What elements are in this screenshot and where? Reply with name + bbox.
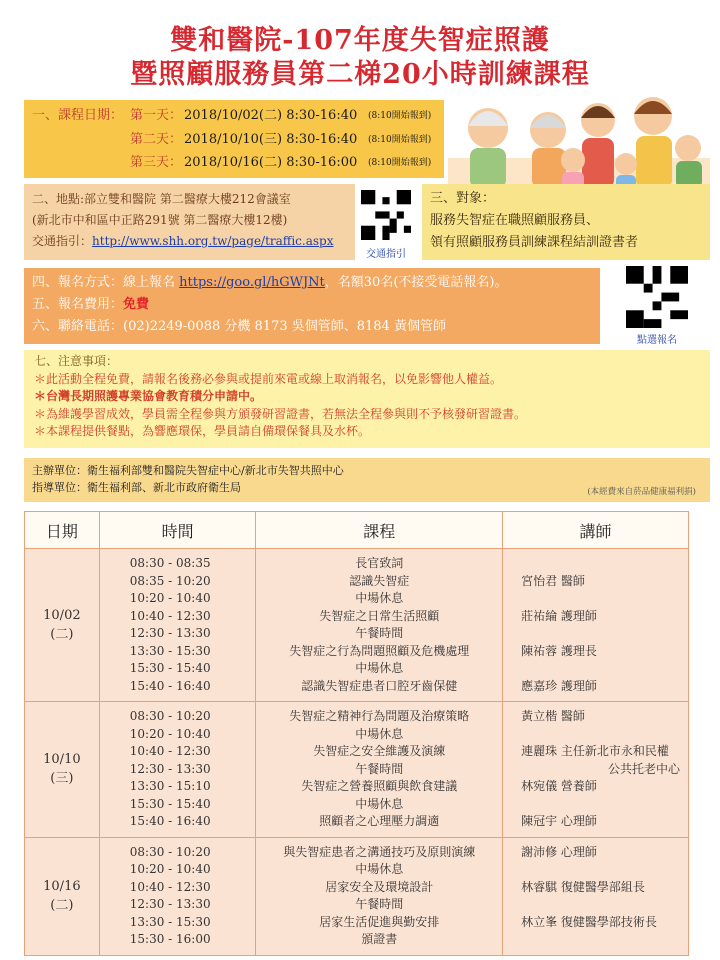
location-line-2: (新北市中和區中正路291號 第二醫療大樓12樓) xyxy=(32,213,288,227)
day2-label: 第二天： xyxy=(130,132,183,147)
location-line-1: 二、地點:部立雙和醫院 第二醫療大樓212會議室 xyxy=(32,192,291,206)
course-cell xyxy=(256,549,503,702)
day3-text: 2018/10/16(二) 8:30-16:00 xyxy=(184,155,358,170)
session-date: 10/16 xyxy=(43,879,81,894)
registration-method-line xyxy=(32,272,592,294)
tutor-name: 黃立楷 醫師 xyxy=(521,709,585,723)
table-row xyxy=(25,702,689,838)
tutor-name xyxy=(521,896,688,914)
course-item: 午餐時間 xyxy=(355,897,404,911)
tutor-name xyxy=(521,726,688,744)
tutor-name: 宮怡君 醫師 xyxy=(521,573,585,588)
notes-heading: 七、注意事項： xyxy=(34,354,119,368)
session-weekday: (二) xyxy=(50,627,74,642)
time-slot: 08:30 - 08:35 xyxy=(129,556,211,570)
organizer-box xyxy=(24,458,710,502)
registration-method-label: 四、報名方式： xyxy=(32,275,124,290)
day3-label: 第三天： xyxy=(130,155,183,170)
time-slot: 08:30 - 10:20 xyxy=(129,709,211,723)
course-item: 中場休息 xyxy=(355,796,404,811)
time-slot: 08:35 - 10:20 xyxy=(129,573,211,588)
tutor-name xyxy=(521,796,688,814)
title-line-2: 暨照顧服務員第二梯20小時訓練課程 xyxy=(130,59,590,90)
location-box xyxy=(24,184,356,260)
registration-box xyxy=(24,268,600,344)
time-slot: 15:40 - 16:40 xyxy=(129,814,211,828)
session-date: 10/10 xyxy=(43,752,81,768)
day3-note: (8:10開始報到) xyxy=(368,158,432,168)
time-slot: 10:20 - 10:40 xyxy=(129,726,211,741)
note-item: ＊此活動全程免費，請報名後務必參與或提前來電或線上取消報名，以免影響他人權益。 xyxy=(34,371,503,386)
schedule-table xyxy=(24,511,689,956)
day1-label: 第一天： xyxy=(130,108,183,123)
course-item: 與失智症患者之溝通技巧及原則演練 xyxy=(283,844,476,859)
course-item: 午餐時間 xyxy=(355,761,404,776)
funding-note: (本經費來自菸品健康福利捐) xyxy=(587,487,696,497)
course-item: 居家安全及環境設計 xyxy=(325,879,434,894)
tutor-name xyxy=(521,555,688,573)
traffic-guide-line xyxy=(32,231,348,252)
tutor-name: 謝沛修 心理師 xyxy=(521,844,597,859)
tutor-name: 應嘉珍 護理師 xyxy=(521,678,597,693)
contact-phone-value: (02)2249-0088 分機 8173 吳個管師、8184 黃個管師 xyxy=(123,319,446,334)
contact-phone-label: 六、聯絡電話： xyxy=(32,319,124,334)
time-slot: 12:30 - 13:30 xyxy=(129,761,211,776)
family-illustration xyxy=(448,88,710,188)
time-cell xyxy=(99,549,256,702)
course-item: 中場休息 xyxy=(355,726,404,741)
time-slot: 13:30 - 15:10 xyxy=(129,779,211,793)
time-slot: 10:20 - 10:40 xyxy=(129,591,211,605)
traffic-guide-link[interactable]: http://www.shh.org.tw/page/traffic.aspx xyxy=(92,234,334,248)
registration-qr-icon xyxy=(626,266,688,328)
header-course: 課程 xyxy=(256,512,503,549)
contact-phone-line xyxy=(32,316,592,338)
time-slot: 15:30 - 16:00 xyxy=(129,932,211,946)
course-item: 中場休息 xyxy=(355,591,404,605)
date-cell xyxy=(25,549,100,702)
table-row xyxy=(25,837,689,955)
table-header-row xyxy=(25,512,689,549)
tutor-name xyxy=(521,931,688,949)
target-line-2: 領有照顧服務員訓練課程結訓證書者 xyxy=(430,235,639,250)
date-cell xyxy=(25,702,100,838)
time-slot: 12:30 - 13:30 xyxy=(129,897,211,911)
session-weekday: (三) xyxy=(50,771,74,787)
tutor-name: 林立峯 復健醫學部技術長 xyxy=(521,914,657,929)
tutor-name xyxy=(521,660,688,678)
registration-fee-label: 五、報名費用： xyxy=(32,297,124,312)
time-slot: 08:30 - 10:20 xyxy=(129,844,211,859)
day2-note: (8:10開始報到) xyxy=(368,135,432,145)
registration-link[interactable]: https://goo.gl/hGWJNt xyxy=(179,275,325,290)
tutor-cell xyxy=(503,837,689,955)
target-line-1: 服務失智症在職照顧服務員、 xyxy=(430,213,600,228)
header-time: 時間 xyxy=(99,512,256,549)
registration-qr-label: 點選報名 xyxy=(637,335,677,346)
time-slot: 15:30 - 15:40 xyxy=(129,661,211,675)
note-item: ＊本課程提供餐點，為響應環保，學員請自備環保餐具及水杯。 xyxy=(34,424,371,438)
title-line-1: 雙和醫院-107年度失智症照護 xyxy=(170,25,550,56)
time-slot: 15:40 - 16:40 xyxy=(129,678,211,693)
registration-method-text: 線上報名 xyxy=(123,275,180,290)
tutor-name: 連麗珠 主任新北市永和民權 xyxy=(521,744,669,758)
course-item: 中場休息 xyxy=(355,862,404,876)
course-item: 認識失智症患者口腔牙齒保健 xyxy=(301,678,458,693)
traffic-guide-label: 交通指引： xyxy=(32,234,93,248)
time-cell xyxy=(99,837,256,955)
traffic-qr-label: 交通指引 xyxy=(366,249,406,260)
time-slot: 10:20 - 10:40 xyxy=(129,862,211,876)
time-slot: 13:30 - 15:30 xyxy=(129,914,211,929)
course-item: 中場休息 xyxy=(355,661,404,675)
registration-fee-line xyxy=(32,294,592,316)
note-item: ＊為維護學習成效，學員需全程參與方頒發研習證書，若無法全程參與則不予核發研習證書。 xyxy=(34,406,527,421)
target-title: 三、對象： xyxy=(430,191,496,206)
registration-qr-block[interactable] xyxy=(604,262,710,346)
tutor-name: 公共托老中心 xyxy=(607,761,680,776)
tutor-name: 林宛儀 營養師 xyxy=(521,779,597,793)
course-item: 認識失智症 xyxy=(349,573,410,588)
time-slot: 10:40 - 12:30 xyxy=(129,744,211,758)
session-weekday: (二) xyxy=(50,898,74,913)
tutor-name: 陳祐蓉 護理長 xyxy=(521,643,597,658)
tutor-cell xyxy=(503,549,689,702)
registration-method-tail: ，名額30名(不接受電話報名)。 xyxy=(324,275,508,290)
time-slot: 10:40 - 12:30 xyxy=(129,879,211,894)
course-item: 失智症之精神行為問題及治療策略 xyxy=(289,709,470,723)
tutor-name xyxy=(521,590,688,608)
time-slot: 12:30 - 13:30 xyxy=(129,626,211,640)
time-slot: 15:30 - 15:40 xyxy=(129,796,211,811)
tutor-cell xyxy=(503,702,689,838)
session-date: 10/02 xyxy=(43,608,81,623)
tutor-name: 陳冠宇 心理師 xyxy=(521,814,597,828)
target-audience-box xyxy=(422,184,710,260)
registration-fee-value: 免費 xyxy=(123,297,150,312)
day1-note: (8:10開始報到) xyxy=(368,111,432,121)
traffic-qr-icon xyxy=(361,190,411,240)
day2-text: 2018/10/10(三) 8:30-16:40 xyxy=(184,132,358,147)
time-slot: 10:40 - 12:30 xyxy=(129,608,211,623)
course-item: 居家生活促進與勤安排 xyxy=(319,914,440,929)
course-item: 長官致詞 xyxy=(355,556,404,570)
tutor-name xyxy=(521,861,688,879)
traffic-qr-block[interactable] xyxy=(355,184,417,260)
guide-unit: 指導單位：衛生福利部、新北市政府衛生局 xyxy=(32,481,241,494)
course-item: 失智症之行為問題照顧及危機處理 xyxy=(289,643,470,658)
host-unit: 主辦單位：衛生福利部雙和醫院失智症中心/新北市失智共照中心 xyxy=(32,464,344,477)
note-item: ＊台灣長期照護專業協會教育積分申請中。 xyxy=(34,389,263,403)
date-cell xyxy=(25,837,100,955)
notes-box xyxy=(24,350,710,448)
header-tutor: 講師 xyxy=(503,512,689,549)
time-slot: 13:30 - 15:30 xyxy=(129,643,211,658)
course-item: 頒證書 xyxy=(361,932,398,946)
course-dates-label: 一、課程日期： xyxy=(32,108,124,123)
course-item: 失智症之安全維護及演練 xyxy=(313,744,446,758)
course-cell xyxy=(256,702,503,838)
tutor-name xyxy=(521,625,688,643)
tutor-name: 莊祐綸 護理師 xyxy=(521,608,597,623)
course-item: 午餐時間 xyxy=(355,626,404,640)
table-row xyxy=(25,549,689,702)
header-date: 日期 xyxy=(25,512,100,549)
time-cell xyxy=(99,702,256,838)
tutor-name: 林睿騏 復健醫學部組長 xyxy=(521,879,645,894)
day1-text: 2018/10/02(二) 8:30-16:40 xyxy=(184,108,358,123)
course-item: 失智症之營養照顧與飲食建議 xyxy=(301,779,458,793)
course-dates-box xyxy=(24,100,444,178)
course-cell xyxy=(256,837,503,955)
course-item: 失智症之日常生活照顧 xyxy=(319,608,440,623)
course-item: 照顧者之心理壓力調適 xyxy=(319,814,440,828)
